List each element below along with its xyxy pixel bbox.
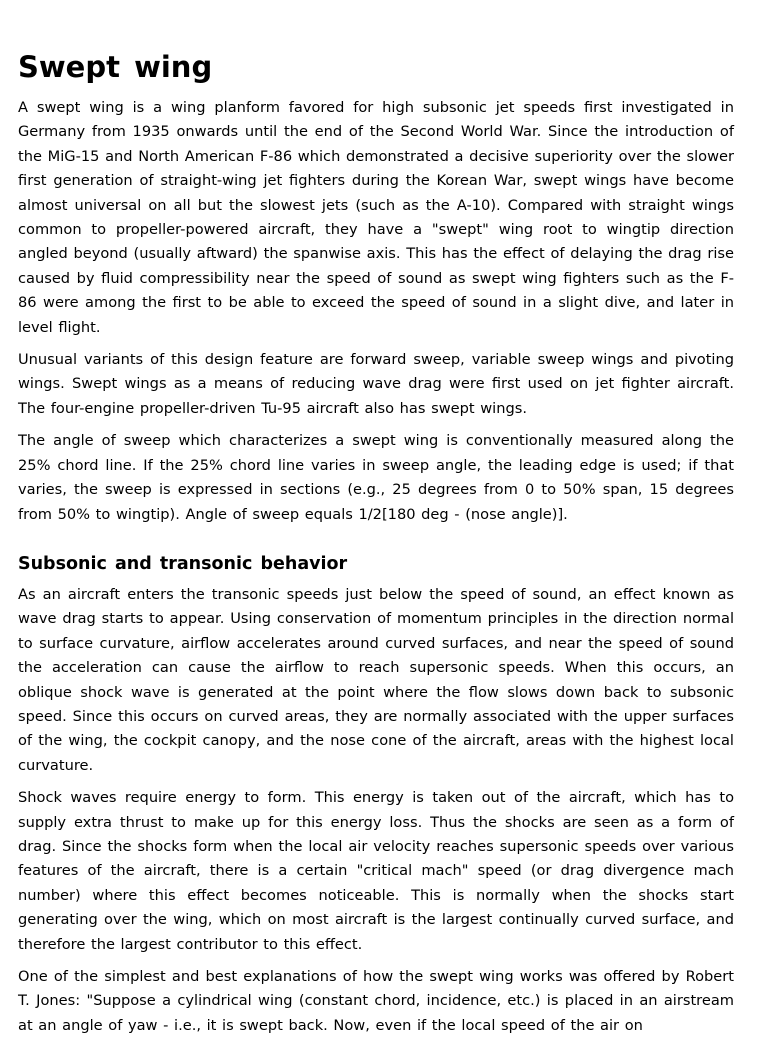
section-paragraph-2: Shock waves require energy to form. This energy is taken out of the aircraft, which has to supply extra thrust to make up for this energy loss. Thus the shocks are seen as a form of drag. Since the shocks form when the local air velocity reaches supersonic speeds over various features of the aircraft, there is a certain "critical mach" speed (or drag divergence mach number) where this effect becomes noticeable. This is normally when the shocks start generating over the wing, which on most aircraft is the largest continually curved surface, and therefore the largest contributor to this effect. (18, 789, 734, 953)
section-paragraph-1: As an aircraft enters the transonic speeds just below the speed of sound, an effect known as wave drag starts to appear. Using conservation of momentum principles in the direction normal to surface curvature, airflow accelerates around curved surfaces, and near the speed of sound the acceleration can cause the airflow to reach supersonic speeds. When this occurs, an oblique shock wave is generated at the point where the flow slows down back to subsonic speed. Since this occurs on curved areas, they are normally associated with the upper surfaces of the wing, the cockpit canopy, and the nose cone of the aircraft, areas with the highest local curvature. (18, 585, 734, 774)
intro-paragraph-2: Unusual variants of this design feature are forward sweep, variable sweep wings and pivoting wings. Swept wings as a means of reducing wave drag were first used on jet fighter aircraft. The four-engine propeller-driven Tu-95 aircraft also has swept wings. (18, 351, 734, 417)
intro-paragraph-1: A swept wing is a wing planform favored for high subsonic jet speeds first investigated in Germany from 1935 onwards until the end of the Second World War. Since the introduction of the MiG-15 and North American F-86 which demonstrated a decisive superiority over the slower first generation of straight-wing jet fighters during the Korean War, swept wings have become almost universal on all but the slowest jets (such as the A-10). Compared with straight wings common to propeller-powered aircraft, they have a "swept" wing root to wingtip direction angled beyond (usually aftward) the spanwise axis. This has the effect of delaying the drag rise caused by fluid compressibility near the speed of sound as swept wing fighters such as the F-86 were among the first to be able to exceed the speed of sound in a slight dive, and later in level flight. (18, 99, 734, 336)
section-paragraph-3: One of the simplest and best explanations of how the swept wing works was offered by Robert T. Jones: "Suppose a cylindrical wing (constant chord, incidence, etc.) is placed in an airstream at an angle of yaw - i.e., it is swept back. Now, even if the local speed of the air on (18, 968, 734, 1034)
document-page (18, 44, 734, 1046)
intro-paragraph-3: The angle of sweep which characterizes a swept wing is conventionally measured along the 25% chord line. If the 25% chord line varies in sweep angle, the leading edge is used; if that varies, the sweep is expressed in sections (e.g., 25 degrees from 0 to 50% span, 15 degrees from 50% to wingtip). Angle of sweep equals 1/2[180 deg - (nose angle)]. (18, 432, 734, 523)
article-title: Swept wing (18, 50, 213, 84)
section-heading: Subsonic and transonic behavior (18, 553, 348, 574)
